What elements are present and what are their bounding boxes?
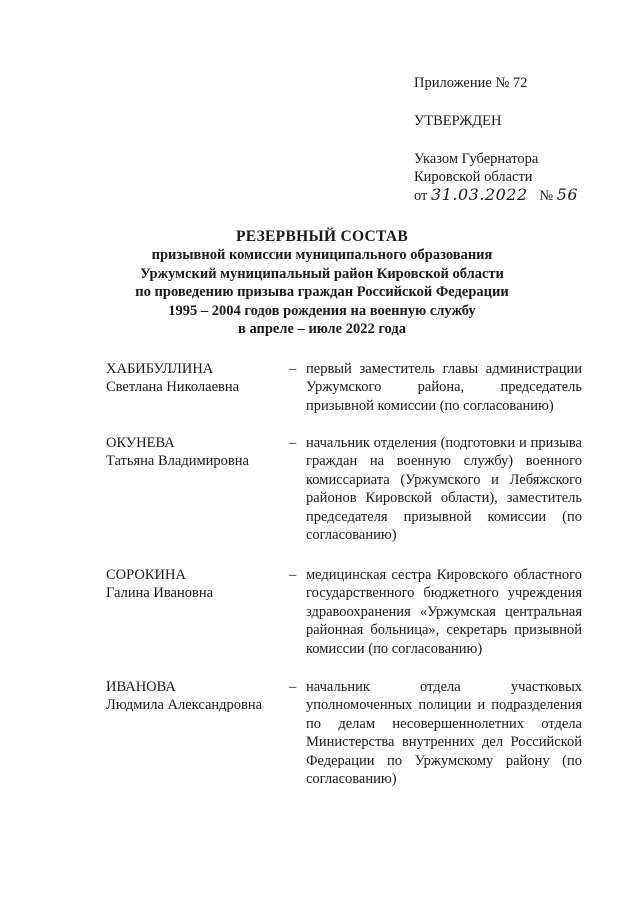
member-name: [106, 566, 286, 603]
member-surname: СОРОКИНА: [106, 567, 186, 583]
approval-block: [414, 74, 614, 205]
decree-line-2: Кировской области: [414, 169, 533, 185]
member-given-names: Людмила Александровна: [106, 697, 263, 714]
title-line: призывной комиссии муниципального образования: [151, 247, 493, 264]
member-role: начальник отдела участковых уполномоченных полиции и подразделения по делам несовершеннолетних отдела Министерства внутренних дел Российской Федерации по Уржумскому району (по согласованию): [306, 679, 582, 788]
title-line: 1995 – 2004 годов рождения на военную службу: [168, 302, 476, 319]
title-line: в апреле – июле 2022 года: [238, 321, 406, 338]
member-dash: –: [289, 567, 297, 583]
member-role: первый заместитель главы администрации Уржумского района, председатель призывной комиссии (по согласованию): [306, 361, 582, 414]
handwritten-number: 56: [556, 185, 579, 204]
member-surname: ОКУНЕВА: [106, 435, 175, 451]
member-name: [106, 678, 286, 715]
number-prefix: №: [539, 188, 554, 204]
decree-line-1: Указом Губернатора: [414, 151, 539, 167]
member-surname: ХАБИБУЛЛИНА: [106, 361, 214, 377]
member-given-names: Светлана Николаевна: [106, 379, 240, 396]
member-role: начальник отделения (подготовки и призыва граждан на военную службу) военного комиссариата (Уржумского и Лебяжского районов Кировской области), заместитель председателя призывной комиссии (по согласованию): [306, 435, 582, 544]
member-given-names: Галина Ивановна: [106, 585, 214, 602]
member-role: медицинская сестра Кировского областного государственного бюджетного учреждения здравоохранения «Уржумская центральная районная больница», секретарь призывной комиссии (по согласованию): [306, 567, 582, 657]
title-line: Уржумский муниципальный район Кировской области: [140, 265, 504, 282]
decree-date-line: [414, 186, 614, 205]
approved-stamp: УТВЕРЖДЕН: [414, 113, 502, 129]
title-heading: РЕЗЕРВНЫЙ СОСТАВ: [235, 228, 409, 245]
appendix-number: Приложение № 72: [414, 75, 528, 91]
member-name: [106, 360, 286, 397]
title-line: по проведению призыва граждан Российской Федерации: [135, 284, 509, 301]
member-dash: –: [289, 361, 297, 377]
member-dash: –: [289, 679, 297, 695]
member-surname: ИВАНОВА: [106, 679, 176, 695]
member-given-names: Татьяна Владимировна: [106, 453, 249, 470]
member-name: [106, 434, 286, 471]
handwritten-date: 31.03.2022: [431, 185, 528, 204]
date-prefix: от: [414, 188, 428, 204]
member-dash: –: [289, 435, 297, 451]
document-title: [100, 228, 544, 338]
